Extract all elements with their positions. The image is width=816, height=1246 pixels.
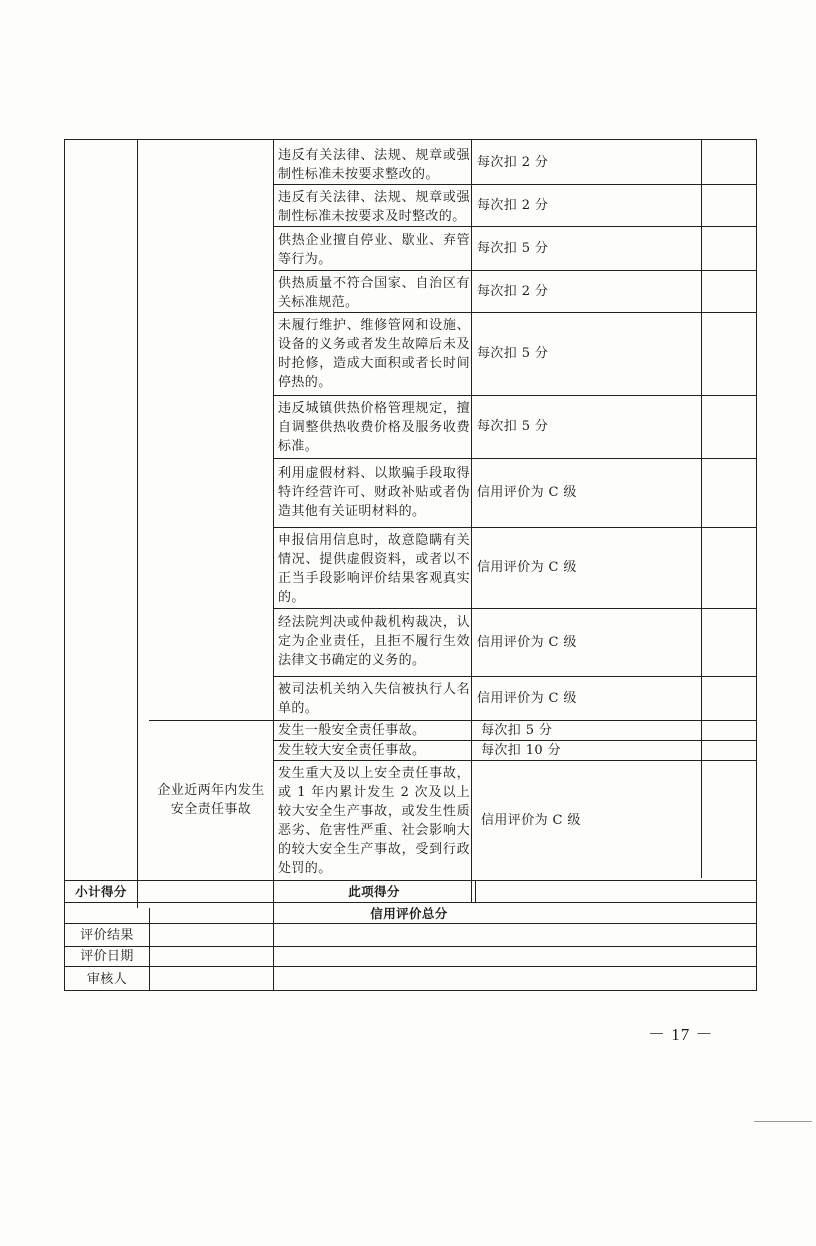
criterion-score: 每次扣 2 分 xyxy=(477,197,549,213)
subtotal-label: 小计得分 xyxy=(75,884,127,899)
credit-evaluation-table xyxy=(64,139,757,991)
item-score-label: 此项得分 xyxy=(348,884,400,899)
safety-category: 企业近两年内发生安全责任事故 xyxy=(157,783,265,817)
scan-edge-mark xyxy=(754,1121,812,1122)
criterion-score: 信用评价为 C 级 xyxy=(477,485,577,500)
criterion-score: 每次扣 5 分 xyxy=(481,722,553,738)
criterion-text: 供热企业擅自停业、歇业、弃管等行为。 xyxy=(278,233,470,267)
criterion-score: 每次扣 2 分 xyxy=(477,154,549,170)
criterion-text: 发生较大安全责任事故。 xyxy=(278,743,426,758)
criterion-score: 信用评价为 C 级 xyxy=(477,634,577,650)
criterion-text: 违反有关法律、法规、规章或强制性标准未按要求整改的。 xyxy=(278,148,470,182)
criterion-text: 被司法机关纳入失信被执行人名单的。 xyxy=(278,682,470,716)
criterion-text: 违反有关法律、法规、规章或强制性标准未按要求及时整改的。 xyxy=(278,190,470,224)
criterion-text: 利用虚假材料、以欺骗手段取得特许经营许可、财政补贴或者伪造其他有关证明材料的。 xyxy=(278,466,470,519)
criterion-text: 经法院判决或仲裁机构裁决，认定为企业责任，且拒不履行生效法律文书确定的义务的。 xyxy=(278,615,470,668)
result-label: 评价结果 xyxy=(80,927,134,943)
criterion-score: 每次扣 5 分 xyxy=(477,346,549,361)
page-number: － 17 － xyxy=(648,1025,714,1044)
criterion-score: 信用评价为 C 级 xyxy=(481,812,581,828)
criterion-text: 发生重大及以上安全责任事故，或 1 年内累计发生 2 次及以上较大安全生产事故，或发生性质恶劣、危害性严重、社会影响大的较大安全生产事故，受到行政处罚的。 xyxy=(278,766,470,876)
criterion-score: 信用评价为 C 级 xyxy=(477,560,577,575)
criterion-score: 每次扣 5 分 xyxy=(477,240,549,256)
criterion-text: 申报信用信息时，故意隐瞒有关情况、提供虚假资料，或者以不正当手段影响评价结果客观真实的。 xyxy=(278,533,470,605)
criterion-text: 未履行维护、维修管网和设施、设备的义务或者发生故障后未及时抢修，造成大面积或者长时间停热的。 xyxy=(278,318,470,390)
criterion-text: 供热质量不符合国家、自治区有关标准规范。 xyxy=(278,276,470,310)
criterion-text: 违反城镇供热价格管理规定，擅自调整供热收费价格及服务收费标准。 xyxy=(278,401,470,454)
criterion-score: 每次扣 2 分 xyxy=(477,283,549,299)
reviewer-label: 审核人 xyxy=(86,971,128,987)
criterion-text: 发生一般安全责任事故。 xyxy=(278,723,426,738)
criterion-score: 每次扣 10 分 xyxy=(481,742,562,758)
total-score-label: 信用评价总分 xyxy=(370,905,448,921)
date-label: 评价日期 xyxy=(80,948,134,964)
criterion-score: 每次扣 5 分 xyxy=(477,419,549,434)
criterion-score: 信用评价为 C 级 xyxy=(477,690,577,706)
